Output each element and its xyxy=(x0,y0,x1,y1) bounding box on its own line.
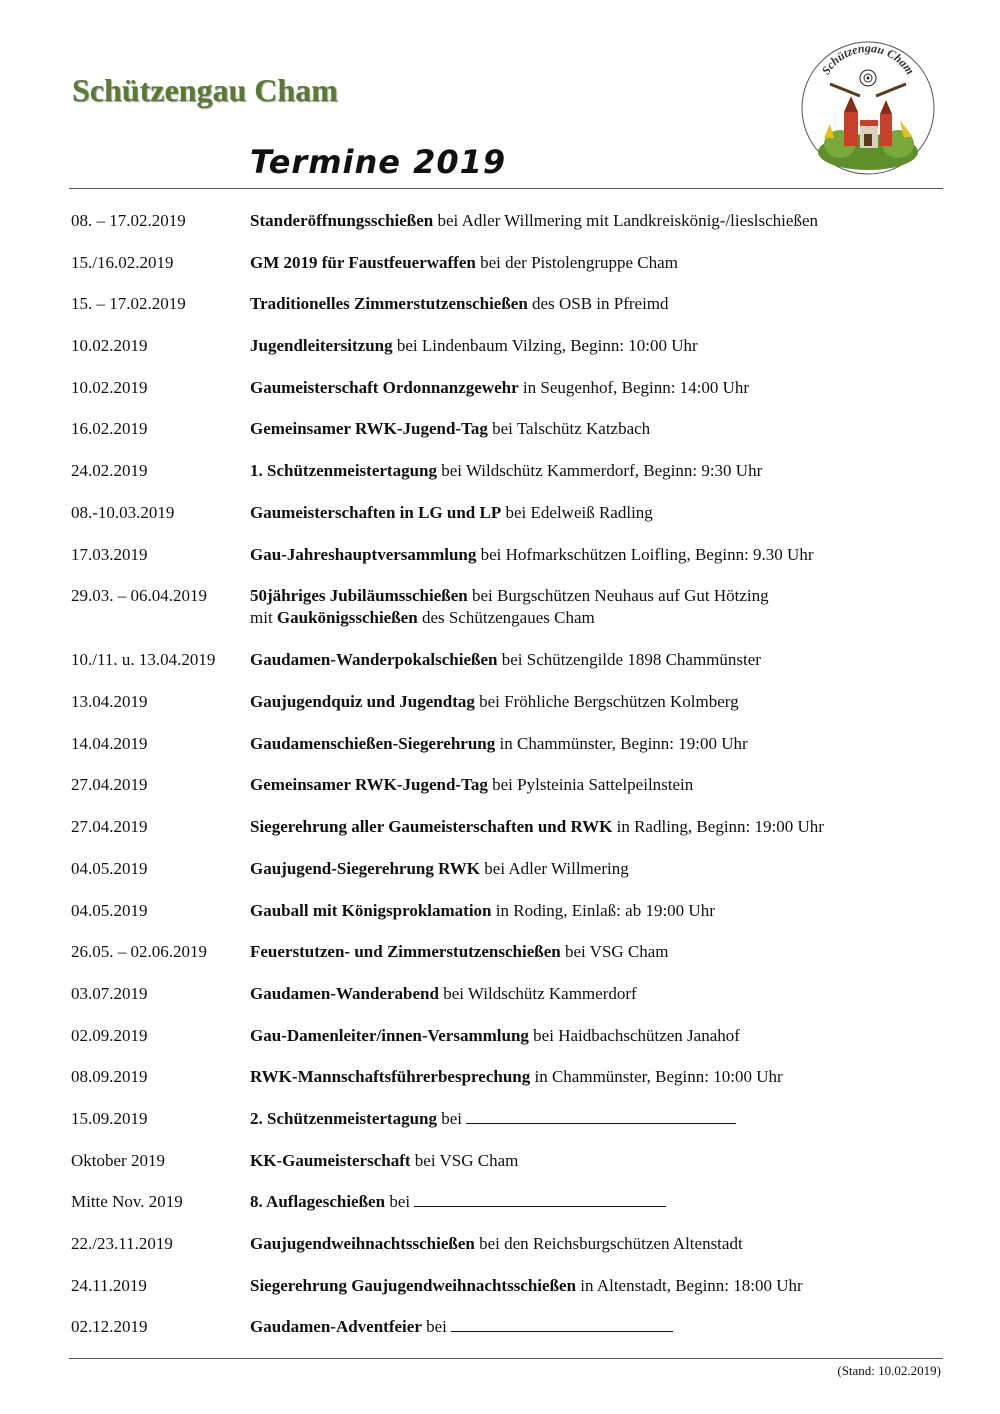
event-details: bei der Pistolengruppe Cham xyxy=(475,252,678,272)
event-description xyxy=(250,1275,940,1297)
event-row xyxy=(71,1108,941,1150)
event-description xyxy=(250,941,940,963)
document-title: Termine 2019 xyxy=(250,143,507,181)
event-description xyxy=(250,252,940,274)
event-date: 13.04.2019 xyxy=(71,692,148,712)
event-row xyxy=(71,293,941,335)
event-description xyxy=(250,733,940,755)
event-row xyxy=(71,418,941,460)
event-row xyxy=(71,774,941,816)
event-date: 15.09.2019 xyxy=(71,1108,148,1128)
event-date: 03.07.2019 xyxy=(71,983,148,1003)
event-title: Gauball mit Königsproklamation xyxy=(250,900,492,920)
event-description xyxy=(250,983,940,1005)
event-title: RWK-Mannschaftsführerbesprechung xyxy=(250,1067,531,1087)
event-description xyxy=(250,377,940,399)
event-description xyxy=(250,649,940,671)
event-description xyxy=(250,1150,940,1172)
location-blank-line xyxy=(451,1316,673,1332)
footer-divider xyxy=(69,1358,943,1359)
status-date-note: (Stand: 10.02.2019) xyxy=(837,1363,941,1378)
event-description xyxy=(250,858,940,880)
event-details: in Chammünster, Beginn: 10:00 Uhr xyxy=(530,1067,783,1087)
event-row xyxy=(71,649,941,691)
event-title: Gaujugendquiz und Jugendtag xyxy=(250,692,475,712)
event-row xyxy=(71,1316,941,1358)
event-details: bei Pylsteinia Sattelpeilnstein xyxy=(487,775,694,795)
event-date: 29.03. – 06.04.2019 xyxy=(71,586,207,606)
event-details: bei den Reichsburgschützen Altenstadt xyxy=(474,1234,743,1253)
event-title: GM 2019 für Faustfeuerwaffen xyxy=(250,252,476,272)
organization-title: Schützengau Cham xyxy=(72,72,338,108)
event-row xyxy=(71,733,941,775)
event-row xyxy=(71,252,941,294)
event-list xyxy=(71,210,941,1358)
location-blank-line xyxy=(466,1108,736,1124)
event-title: Gaudamenschießen-Siegerehrung xyxy=(250,733,496,753)
event-description xyxy=(250,335,940,357)
event-title: Gaudamen-Wanderabend xyxy=(250,983,439,1003)
event-details: in Chammünster, Beginn: 19:00 Uhr xyxy=(495,733,748,753)
event-title: Gaudamen-Wanderpokalschießen xyxy=(250,650,498,670)
event-title: Gaumeisterschaft Ordonnanzgewehr xyxy=(250,377,519,397)
event-date: 17.03.2019 xyxy=(71,544,148,564)
event-title: Standeröffnungsschießen xyxy=(250,211,434,230)
event-row xyxy=(71,502,941,544)
event-description xyxy=(250,1233,940,1255)
event-title: 1. Schützenmeistertagung xyxy=(250,461,437,481)
event-details: bei Adler Willmering mit Landkreiskönig-/lieslschießen xyxy=(433,211,818,230)
event-date: 24.02.2019 xyxy=(71,461,148,481)
event-date: 10.02.2019 xyxy=(71,377,148,397)
event-row xyxy=(71,544,941,586)
event-details: in Altenstadt, Beginn: 18:00 Uhr xyxy=(576,1275,803,1295)
event-title: Gemeinsamer RWK-Jugend-Tag xyxy=(250,775,488,795)
event-title: Gaujugendweihnachtsschießen xyxy=(250,1234,475,1253)
event-row xyxy=(71,1191,941,1233)
event-description xyxy=(250,210,940,232)
event-row xyxy=(71,1025,941,1067)
event-date: 24.11.2019 xyxy=(71,1275,147,1295)
event-date: 15. – 17.02.2019 xyxy=(71,294,186,314)
event-details: in Roding, Einlaß: ab 19:00 Uhr xyxy=(491,900,715,920)
event-details: bei VSG Cham xyxy=(410,1150,519,1170)
event-date: Mitte Nov. 2019 xyxy=(71,1192,183,1212)
event-details: bei Lindenbaum Vilzing, Beginn: 10:00 Uhr xyxy=(392,336,698,356)
event-details: bei Adler Willmering xyxy=(480,858,629,878)
event-description xyxy=(250,1316,940,1338)
event-date: 10.02.2019 xyxy=(71,336,148,356)
event-date: Oktober 2019 xyxy=(71,1150,165,1170)
event-row xyxy=(71,210,941,252)
event-details: bei Edelweiß Radling xyxy=(501,502,653,522)
event-details: bei Fröhliche Bergschützen Kolmberg xyxy=(474,692,739,712)
event-title: Siegerehrung aller Gaumeisterschaften und RWK xyxy=(250,817,613,837)
event-row xyxy=(71,585,941,649)
event-date: 04.05.2019 xyxy=(71,900,148,920)
event-date: 10./11. u. 13.04.2019 xyxy=(71,650,216,670)
event-details: bei xyxy=(385,1192,415,1212)
event-title: 50jähriges Jubiläumsschießen xyxy=(250,586,468,606)
event-description xyxy=(250,1025,940,1047)
event-date: 14.04.2019 xyxy=(71,733,148,753)
event-description xyxy=(250,460,940,482)
event-title: Gaudamen-Adventfeier xyxy=(250,1317,422,1337)
event-details: des Schützengaues Cham xyxy=(417,608,595,628)
event-details: bei Burgschützen Neuhaus auf Gut Hötzing xyxy=(467,586,769,606)
event-subtitle: Gaukönigsschießen xyxy=(276,608,418,628)
event-date: 16.02.2019 xyxy=(71,419,148,439)
event-date: 22./23.11.2019 xyxy=(71,1234,173,1253)
event-title: Gaumeisterschaften in LG und LP xyxy=(250,502,502,522)
event-description xyxy=(250,418,940,440)
event-row xyxy=(71,858,941,900)
event-description xyxy=(250,585,940,629)
event-description xyxy=(250,1066,940,1088)
event-row xyxy=(71,983,941,1025)
event-row xyxy=(71,1233,941,1275)
event-description xyxy=(250,544,940,566)
location-blank-line xyxy=(414,1191,666,1207)
event-details: in Radling, Beginn: 19:00 Uhr xyxy=(612,817,824,837)
event-row xyxy=(71,1150,941,1192)
event-details: bei Wildschütz Kammerdorf, Beginn: 9:30 Uhr xyxy=(436,461,763,481)
event-date: 27.04.2019 xyxy=(71,775,148,795)
event-details-prefix: mit xyxy=(250,608,277,628)
event-title: 8. Auflageschießen xyxy=(250,1192,386,1212)
event-date: 08.-10.03.2019 xyxy=(71,502,175,522)
event-row xyxy=(71,941,941,983)
event-date: 08.09.2019 xyxy=(71,1067,148,1087)
event-title: Gau-Damenleiter/innen-Versammlung xyxy=(250,1025,529,1045)
event-title: Jugendleitersitzung xyxy=(250,336,393,356)
event-details: bei Haidbachschützen Janahof xyxy=(528,1025,740,1045)
svg-text:Schützengau Cham: Schützengau Cham xyxy=(818,40,918,78)
header-divider xyxy=(69,188,943,189)
event-details: bei Talschütz Katzbach xyxy=(487,419,651,439)
event-title: Gemeinsamer RWK-Jugend-Tag xyxy=(250,419,488,439)
event-row xyxy=(71,816,941,858)
event-date: 15./16.02.2019 xyxy=(71,252,174,272)
event-description xyxy=(250,1191,940,1213)
event-details: des OSB in Pfreimd xyxy=(527,294,669,314)
event-details: bei xyxy=(436,1108,467,1128)
event-title: Gaujugend-Siegerehrung RWK xyxy=(250,858,481,878)
event-date: 02.09.2019 xyxy=(71,1025,148,1045)
event-row xyxy=(71,335,941,377)
event-date: 27.04.2019 xyxy=(71,817,148,837)
event-date: 26.05. – 02.06.2019 xyxy=(71,942,207,962)
event-description xyxy=(250,774,940,796)
event-title: Feuerstutzen- und Zimmerstutzenschießen xyxy=(250,942,561,962)
event-date: 02.12.2019 xyxy=(71,1317,148,1337)
event-title: Traditionelles Zimmerstutzenschießen xyxy=(250,294,528,314)
event-description xyxy=(250,502,940,524)
event-description xyxy=(250,293,940,315)
event-row xyxy=(71,691,941,733)
event-description xyxy=(250,691,940,713)
event-row xyxy=(71,1066,941,1108)
event-details: bei Schützengilde 1898 Chammünster xyxy=(497,650,761,670)
event-row xyxy=(71,377,941,419)
schuetzengau-logo-emblem xyxy=(800,40,936,176)
event-details: in Seugenhof, Beginn: 14:00 Uhr xyxy=(518,377,750,397)
event-description xyxy=(250,1108,940,1130)
event-date: 04.05.2019 xyxy=(71,858,148,878)
event-row xyxy=(71,900,941,942)
event-title: Siegerehrung Gaujugendweihnachtsschießen xyxy=(250,1275,577,1295)
event-details: bei Hofmarkschützen Loifling, Beginn: 9.30 Uhr xyxy=(476,544,814,564)
event-date: 08. – 17.02.2019 xyxy=(71,211,186,230)
event-description xyxy=(250,900,940,922)
event-row xyxy=(71,1275,941,1317)
event-details: bei xyxy=(421,1317,452,1337)
event-title: Gau-Jahreshauptversammlung xyxy=(250,544,477,564)
event-row xyxy=(71,460,941,502)
event-title: KK-Gaumeisterschaft xyxy=(250,1150,411,1170)
event-details: bei Wildschütz Kammerdorf xyxy=(438,983,637,1003)
event-description xyxy=(250,816,940,838)
event-details: bei VSG Cham xyxy=(560,942,669,962)
event-title: 2. Schützenmeistertagung xyxy=(250,1108,437,1128)
